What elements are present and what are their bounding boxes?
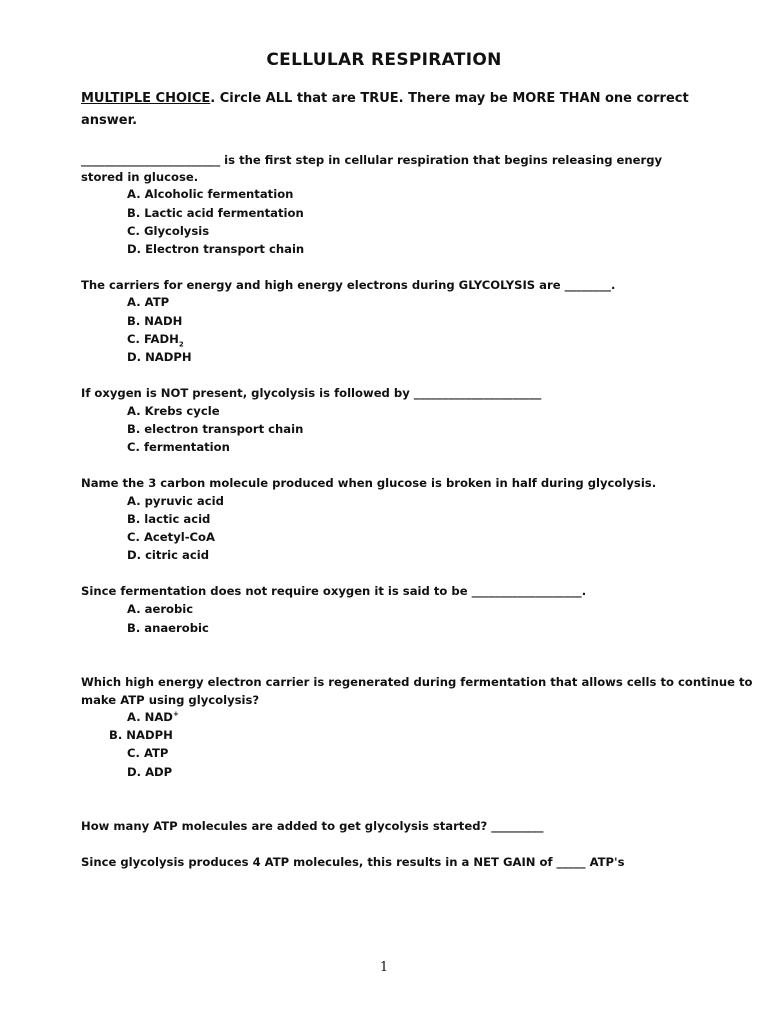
question-1-option-c: C. Glycolysis (127, 224, 210, 238)
question-1-text-cont: stored in glucose. (81, 170, 199, 184)
page-number: 1 (379, 960, 389, 975)
question-4-text: Name the 3 carbon molecule produced when glucose is broken in half during glycolysis. (81, 476, 657, 490)
question-4-option-b: B. lactic acid (127, 512, 211, 526)
page-title: CELLULAR RESPIRATION (266, 50, 502, 70)
question-4-option-a: A. pyruvic acid (127, 494, 224, 508)
question-5-option-b: B. anaerobic (127, 621, 209, 635)
instructions-text: . Circle ALL that are TRUE. There may be MORE THAN one correct (210, 91, 689, 106)
question-2-option-b: B. NADH (127, 314, 183, 328)
question-6-option-d: D. ADP (127, 765, 173, 779)
question-6-option-c: C. ATP (127, 746, 169, 760)
question-3-option-c: C. fermentation (127, 440, 230, 454)
question-2-option-a: A. ATP (127, 295, 170, 309)
instructions-line-2: answer. (81, 113, 138, 128)
question-6-option-a (127, 709, 179, 725)
question-1-text: ________________________ is the first step in cellular respiration that begins releasing energy (81, 153, 663, 167)
question-6-text: Which high energy electron carrier is regenerated during fermentation that allows cells to continue to (81, 675, 753, 689)
question-4-option-c: C. Acetyl-CoA (127, 530, 215, 544)
question-2-option-c-subscript: 2 (178, 340, 184, 349)
question-2-text: The carriers for energy and high energy electrons during GLYCOLYSIS are ________. (81, 278, 616, 292)
question-3-option-b: B. electron transport chain (127, 422, 304, 436)
question-3-text: If oxygen is NOT present, glycolysis is followed by ______________________ (81, 386, 542, 400)
question-6-text-cont: make ATP using glycolysis? (81, 693, 260, 707)
question-4-option-d: D. citric acid (127, 548, 210, 562)
question-7-text: How many ATP molecules are added to get glycolysis started? _________ (81, 819, 544, 833)
instructions-line-1 (81, 91, 721, 107)
question-6-option-b: B. NADPH (109, 728, 173, 742)
question-2-option-c (127, 331, 184, 347)
question-1-option-b: B. Lactic acid fermentation (127, 206, 304, 220)
question-3-option-a: A. Krebs cycle (127, 404, 220, 418)
question-2-option-c-label: C. FADH (127, 332, 179, 346)
question-8-text: Since glycolysis produces 4 ATP molecules, this results in a NET GAIN of _____ ATP's (81, 855, 625, 869)
question-5-option-a: A. aerobic (127, 602, 194, 616)
question-2-option-d: D. NADPH (127, 350, 192, 364)
question-1-option-a: A. Alcoholic fermentation (127, 187, 294, 201)
question-6-option-a-superscript: + (172, 710, 179, 719)
question-6-option-a-label: A. NAD (127, 710, 173, 724)
question-1-option-d: D. Electron transport chain (127, 242, 305, 256)
question-5-text: Since fermentation does not require oxygen it is said to be ___________________. (81, 584, 587, 598)
instructions-heading: MULTIPLE CHOICE (81, 91, 211, 106)
